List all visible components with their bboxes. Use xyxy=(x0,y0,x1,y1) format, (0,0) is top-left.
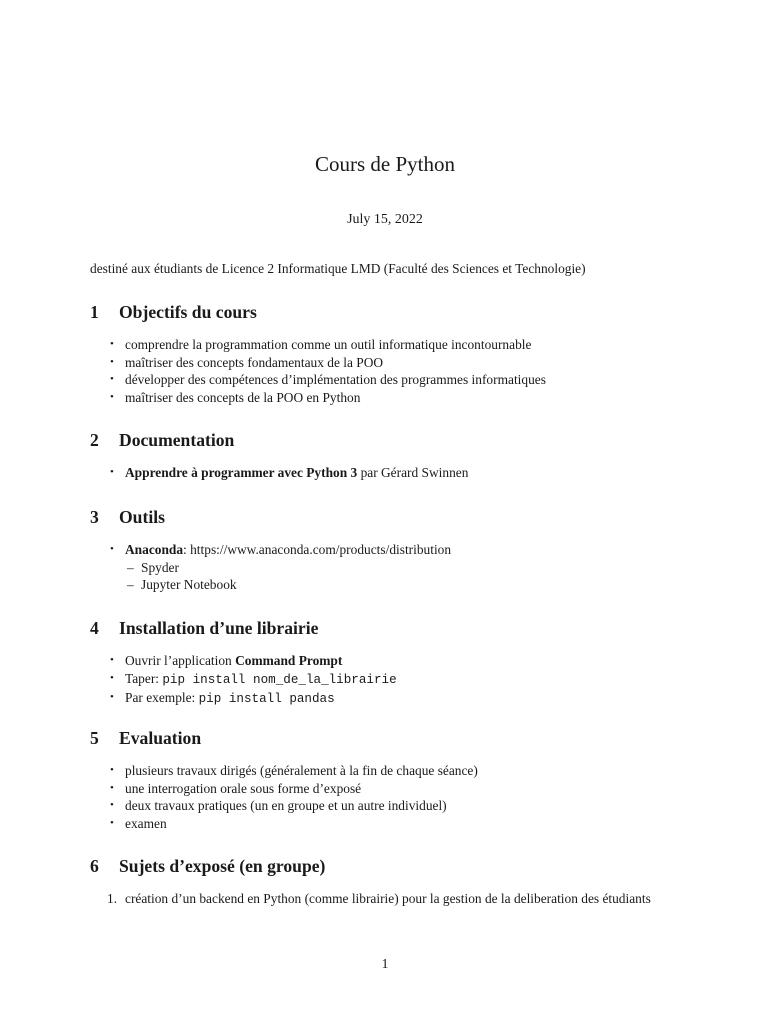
sub-list-item-text: Jupyter Notebook xyxy=(141,577,237,593)
section-heading xyxy=(90,300,680,324)
document-date: July 15, 2022 xyxy=(347,212,423,227)
bullet-icon: • xyxy=(110,654,114,666)
list-item xyxy=(90,652,680,670)
section-number: 3 xyxy=(90,507,99,527)
section-title: Evaluation xyxy=(119,728,202,748)
section-title: Installation d’une librairie xyxy=(119,618,319,638)
list-item-text: maîtriser des concepts fondamentaux de la POO xyxy=(125,354,384,370)
list-item xyxy=(90,780,680,798)
tool-url: : https://www.anaconda.com/products/distribution xyxy=(183,542,452,557)
section-number: 5 xyxy=(90,728,99,748)
list-item-text: une interrogation orale sous forme d’exposé xyxy=(125,780,362,796)
section-installation xyxy=(90,616,680,709)
bullet-icon: • xyxy=(110,691,114,704)
list-item-text: comprendre la programmation comme un outil informatique incontournable xyxy=(125,337,532,352)
enumerated-label: 1. xyxy=(107,891,118,906)
bullet-icon: • xyxy=(110,816,114,829)
bullet-list xyxy=(90,652,680,709)
bullet-list xyxy=(90,336,680,406)
section-title: Documentation xyxy=(119,430,235,450)
bullet-icon: • xyxy=(110,799,114,812)
bullet-list xyxy=(90,541,680,594)
section-number: 4 xyxy=(90,618,99,638)
code-snippet: pip install pandas xyxy=(198,692,335,707)
bullet-list xyxy=(90,464,680,482)
enumerated-text: création d’un backend en Python (comme librairie) pour la gestion de la deliberation des étudiants xyxy=(125,891,651,906)
enumerated-list xyxy=(90,890,680,908)
list-item xyxy=(90,464,680,482)
sub-list-item xyxy=(125,576,680,594)
list-item-text: Par exemple: xyxy=(125,690,199,706)
app-name: Command Prompt xyxy=(235,653,343,668)
bullet-list xyxy=(90,762,680,832)
bullet-icon: • xyxy=(110,390,114,403)
list-item xyxy=(90,371,680,389)
code-snippet: pip install nom_de_la_librairie xyxy=(162,672,397,687)
list-item-text: examen xyxy=(125,815,167,831)
list-item xyxy=(90,354,680,372)
list-item-text: développer des compétences d’implémentation des programmes informatiques xyxy=(125,372,546,388)
section-heading xyxy=(90,854,680,878)
list-item xyxy=(90,797,680,815)
list-item-text: Ouvrir l’application xyxy=(125,653,236,668)
section-title: Sujets d’exposé (en groupe) xyxy=(119,856,326,876)
list-item xyxy=(90,336,680,354)
section-sujets xyxy=(90,854,680,908)
list-item xyxy=(90,762,680,780)
sub-list-item-text: Spyder xyxy=(141,559,179,575)
section-number: 1 xyxy=(90,302,99,322)
document-page xyxy=(90,0,680,1024)
section-number: 2 xyxy=(90,430,99,450)
enumerated-item xyxy=(90,890,680,908)
section-heading xyxy=(90,726,680,750)
tool-name: Anaconda xyxy=(125,542,184,557)
list-item-text: deux travaux pratiques (un en groupe et un autre individuel) xyxy=(125,798,447,814)
dash-icon: – xyxy=(127,577,134,593)
list-item xyxy=(90,389,680,407)
bullet-icon: • xyxy=(110,781,114,794)
section-heading xyxy=(90,616,680,640)
page-number: 1 xyxy=(381,957,389,972)
list-item xyxy=(90,689,680,709)
section-evaluation xyxy=(90,726,680,832)
bullet-icon: • xyxy=(110,466,114,478)
section-heading xyxy=(90,505,680,529)
bullet-icon: • xyxy=(110,543,114,555)
dash-icon: – xyxy=(127,559,134,575)
list-item xyxy=(90,670,680,690)
section-title: Outils xyxy=(119,507,165,527)
intro-paragraph: destiné aux étudiants de Licence 2 Informatique LMD (Faculté des Sciences et Technologie) xyxy=(90,261,586,276)
list-item-text: maîtriser des concepts de la POO en Python xyxy=(125,389,361,405)
section-outils xyxy=(90,505,680,594)
section-documentation xyxy=(90,428,680,482)
book-author: par Gérard Swinnen xyxy=(357,465,469,480)
section-number: 6 xyxy=(90,856,99,876)
section-title: Objectifs du cours xyxy=(119,302,257,322)
list-item xyxy=(90,541,680,594)
section-heading xyxy=(90,428,680,452)
bullet-icon: • xyxy=(110,764,114,776)
bullet-icon: • xyxy=(110,373,114,386)
bullet-icon: • xyxy=(110,338,114,350)
list-item-text: plusieurs travaux dirigés (généralement à la fin de chaque séance) xyxy=(125,763,478,778)
sub-list-item xyxy=(125,559,680,577)
list-item-text: Taper: xyxy=(125,670,163,686)
document-title: Cours de Python xyxy=(314,152,455,176)
section-objectifs xyxy=(90,300,680,406)
bullet-icon: • xyxy=(110,355,114,368)
sub-list xyxy=(125,559,680,594)
book-title: Apprendre à programmer avec Python 3 xyxy=(125,465,358,480)
bullet-icon: • xyxy=(110,671,114,684)
list-item xyxy=(90,815,680,833)
